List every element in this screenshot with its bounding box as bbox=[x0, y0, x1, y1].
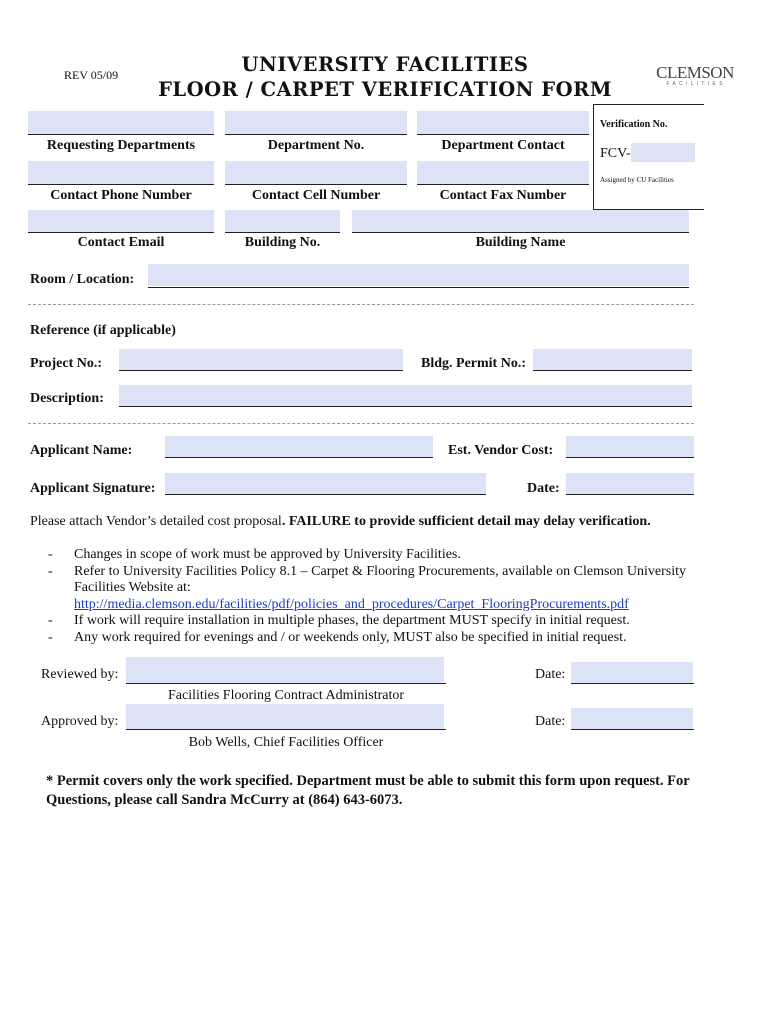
reviewed-by-field[interactable] bbox=[126, 657, 444, 683]
department-no-label: Department No. bbox=[267, 138, 365, 153]
requesting-departments-line bbox=[28, 134, 214, 135]
applicant-name-field[interactable] bbox=[165, 436, 433, 457]
bullet-text: If work will require installation in multiple phases, the department MUST specify in initial request. bbox=[74, 613, 630, 628]
reviewed-by-title: Facilities Flooring Contract Administrator bbox=[167, 688, 405, 703]
department-contact-field[interactable] bbox=[417, 111, 589, 134]
contact-phone-field[interactable] bbox=[28, 161, 214, 184]
attach-notice-plain: Please attach Vendor’s detailed cost proposal bbox=[30, 514, 282, 529]
bullet-text: Changes in scope of work must be approved by University Facilities. bbox=[74, 547, 461, 562]
applicant-date-field[interactable] bbox=[566, 473, 694, 494]
clemson-logo bbox=[655, 64, 735, 87]
revision-label: REV 05/09 bbox=[64, 68, 119, 82]
approved-by-title: Bob Wells, Chief Facilities Officer bbox=[188, 735, 384, 750]
bldg-permit-no-field[interactable] bbox=[533, 349, 692, 370]
requesting-departments-field[interactable] bbox=[28, 111, 214, 134]
reviewed-by-label: Reviewed by: bbox=[41, 667, 119, 682]
contact-cell-field[interactable] bbox=[225, 161, 407, 184]
bullet-text: Any work required for evenings and / or weekends only, MUST also be specified in initial request. bbox=[74, 629, 627, 645]
building-no-line bbox=[225, 232, 340, 233]
clemson-logo-subtitle: F A C I L I T I E S bbox=[666, 81, 724, 87]
project-no-line bbox=[119, 370, 403, 371]
approved-by-label: Approved by: bbox=[41, 714, 119, 729]
bullet-item bbox=[48, 630, 698, 647]
contact-email-label: Contact Email bbox=[77, 235, 165, 250]
contact-cell-label: Contact Cell Number bbox=[251, 188, 381, 203]
section-divider-1 bbox=[28, 304, 694, 305]
vendor-cost-label: Est. Vendor Cost: bbox=[448, 443, 554, 458]
reviewed-date-line bbox=[571, 683, 694, 684]
requesting-departments-label: Requesting Departments bbox=[46, 138, 196, 153]
contact-cell-line bbox=[225, 184, 407, 185]
building-no-field[interactable] bbox=[225, 210, 340, 232]
applicant-signature-line bbox=[165, 494, 486, 495]
approved-date-field[interactable] bbox=[571, 708, 693, 729]
contact-phone-line bbox=[28, 184, 214, 185]
approved-by-field[interactable] bbox=[126, 704, 444, 729]
project-no-label: Project No.: bbox=[30, 356, 103, 371]
policy-bullets bbox=[48, 547, 698, 646]
room-location-label: Room / Location: bbox=[30, 272, 135, 287]
vendor-cost-field[interactable] bbox=[566, 436, 694, 457]
reviewed-date-field[interactable] bbox=[571, 662, 693, 683]
description-label: Description: bbox=[30, 391, 104, 406]
building-name-field[interactable] bbox=[352, 210, 689, 232]
bullet-dash: - bbox=[48, 547, 53, 562]
applicant-date-label: Date: bbox=[527, 481, 560, 496]
applicant-signature-label: Applicant Signature: bbox=[30, 481, 156, 496]
room-location-field[interactable] bbox=[148, 264, 689, 286]
policy-link[interactable]: http://media.clemson.edu/facilities/pdf/policies_and_procedures/Carpet_FlooringProcurements.pdf bbox=[74, 596, 629, 612]
description-line bbox=[119, 406, 692, 407]
contact-fax-label: Contact Fax Number bbox=[439, 188, 567, 203]
bullet-item bbox=[48, 564, 698, 614]
bullet-text: Refer to University Facilities Policy 8.1 – Carpet & Flooring Procurements, available on Clemson University Facilities Website at: bbox=[74, 563, 687, 595]
building-name-line bbox=[352, 232, 689, 233]
approved-by-line bbox=[126, 729, 446, 730]
bldg-permit-no-label: Bldg. Permit No.: bbox=[421, 356, 526, 371]
department-contact-label: Department Contact bbox=[441, 138, 565, 153]
verification-label: Verification No. bbox=[600, 119, 668, 130]
department-no-field[interactable] bbox=[225, 111, 407, 134]
verification-prefix: FCV- bbox=[600, 146, 631, 161]
verification-note: Assigned by CU Facilities bbox=[600, 176, 674, 184]
applicant-date-line bbox=[566, 494, 694, 495]
applicant-signature-field[interactable] bbox=[165, 473, 486, 494]
bullet-item bbox=[48, 547, 698, 564]
section-divider-2 bbox=[28, 423, 694, 424]
department-no-line bbox=[225, 134, 407, 135]
description-field[interactable] bbox=[119, 385, 692, 406]
bullet-dash: - bbox=[48, 629, 53, 645]
approved-date-label: Date: bbox=[535, 714, 566, 729]
contact-email-field[interactable] bbox=[28, 210, 214, 232]
room-location-line bbox=[148, 287, 689, 288]
clemson-logo-wordmark: CLEMSON bbox=[656, 63, 734, 82]
contact-phone-label: Contact Phone Number bbox=[50, 188, 192, 203]
building-no-label: Building No. bbox=[244, 235, 321, 250]
bullet-item bbox=[48, 613, 698, 630]
project-no-field[interactable] bbox=[119, 349, 403, 370]
form-title-line2: FLOOR / CARPET VERIFICATION FORM bbox=[158, 78, 612, 101]
form-title-line1: UNIVERSITY FACILITIES bbox=[241, 53, 529, 76]
applicant-name-line bbox=[165, 457, 433, 458]
vendor-cost-line bbox=[566, 457, 694, 458]
applicant-name-label: Applicant Name: bbox=[30, 443, 133, 458]
approved-date-line bbox=[571, 729, 694, 730]
contact-fax-line bbox=[417, 184, 589, 185]
department-contact-line bbox=[417, 134, 589, 135]
bullet-dash: - bbox=[48, 613, 53, 628]
contact-email-line bbox=[28, 232, 214, 233]
reviewed-date-label: Date: bbox=[535, 667, 566, 682]
contact-fax-field[interactable] bbox=[417, 161, 589, 184]
reviewed-by-line bbox=[126, 683, 446, 684]
reference-heading: Reference (if applicable) bbox=[30, 323, 176, 338]
bullet-dash: - bbox=[48, 563, 53, 579]
building-name-label: Building Name bbox=[475, 235, 566, 250]
verification-number-field[interactable] bbox=[631, 143, 695, 162]
permit-footer-note: * Permit covers only the work specified. Department must be able to submit this form upon request. For Questions, please call Sandra McCurry at (864) 643-6073. bbox=[46, 773, 690, 808]
bldg-permit-no-line bbox=[533, 370, 692, 371]
attach-notice bbox=[30, 514, 651, 530]
attach-notice-bold: . FAILURE to provide sufficient detail may delay verification. bbox=[281, 514, 651, 529]
